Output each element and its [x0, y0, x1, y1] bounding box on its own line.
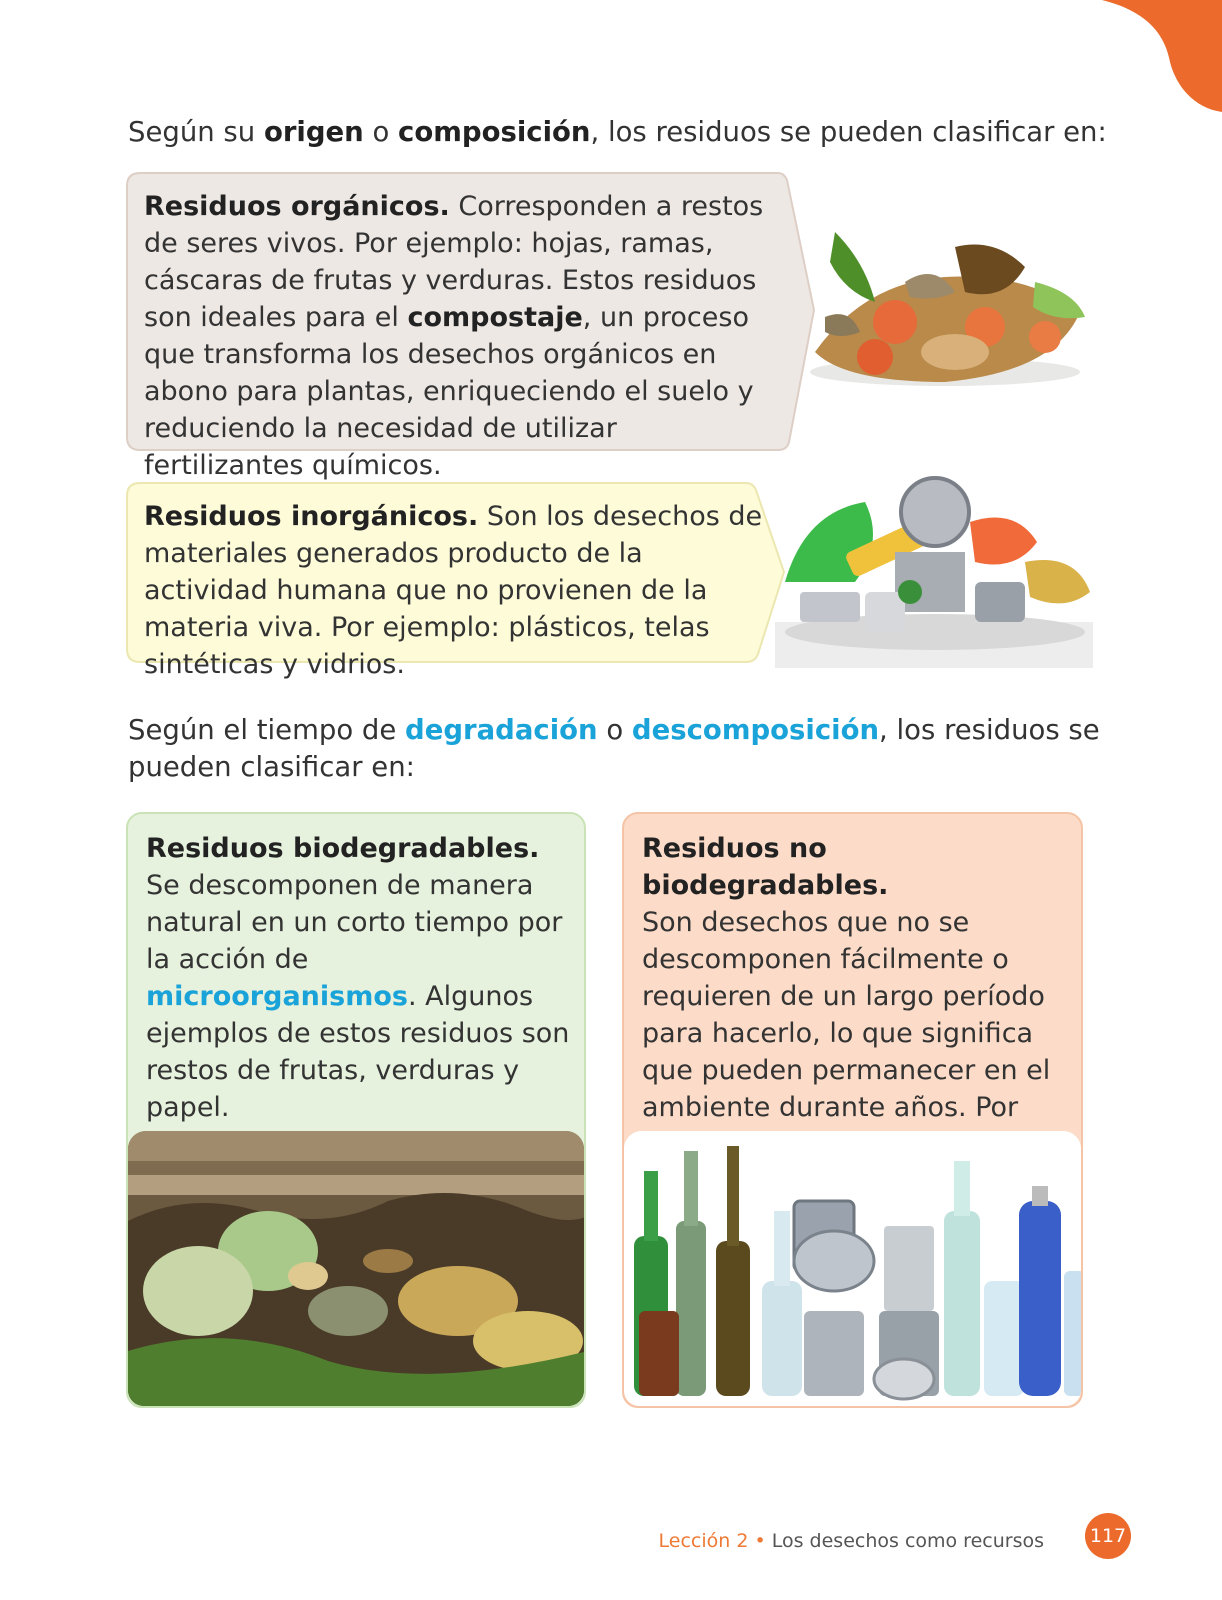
intro-degradation-text: Según el tiempo de degradación o descomposición, los residuos se pueden clasificar en:: [128, 714, 1100, 783]
page-footer: [659, 1530, 1044, 1552]
page-number: 117: [1085, 1513, 1131, 1559]
inorganic-title: Residuos inorgánicos.: [144, 501, 479, 532]
footer-lesson: Lección 2: [658, 1530, 749, 1552]
biodegradable-card-text: Residuos biodegradables. Se descomponen de manera natural en un corto tiempo por la acción de microorganismos. Algunos ejemplos de estos residuos son restos de frutas, verduras y papel.: [146, 833, 570, 1123]
footer-lesson-title: Los desechos como recursos: [771, 1530, 1044, 1552]
intro-origin-text: Según su origen o composición, los residuos se pueden clasificar en:: [128, 116, 1107, 148]
inorganic-waste-photo: [775, 472, 1093, 668]
organic-title: Residuos orgánicos.: [144, 191, 450, 222]
biodegradable-title: Residuos biodegradables.: [146, 833, 540, 864]
inorganic-waste-card: [126, 482, 791, 680]
non-biodegradable-card-text: Residuos no biodegradables. Son desechos que no se descomponen fácilmente o requieren de un largo período para hacerlo, lo que significa que pueden permanecer en el ambiente durante años. Por: [642, 833, 1051, 1123]
term-composicion: composición: [398, 116, 591, 148]
term-origen: origen: [263, 116, 364, 148]
footer-separator: •: [748, 1530, 772, 1552]
term-descomposicion: descomposición: [631, 714, 880, 746]
organic-waste-photo: [805, 222, 1090, 390]
term-degradacion: degradación: [405, 714, 598, 746]
compost-photo: [128, 1131, 584, 1406]
non-biodegradable-title: Residuos no biodegradables.: [642, 833, 889, 901]
organic-waste-card: [126, 172, 826, 481]
non-biodegradable-waste-card: [622, 812, 1083, 1408]
corner-decoration: [1102, 0, 1222, 112]
term-microorganismos: microorganismos: [146, 981, 408, 1012]
biodegradable-waste-card: [126, 812, 586, 1408]
organic-card-text: Residuos orgánicos. Corresponden a restos de seres vivos. Por ejemplo: hojas, ramas, cáscaras de frutas y verduras. Estos residuos son ideales para el compostaje, un proceso que transforma los desechos orgánicos en abono para plantas, enriqueciendo el suelo y reduciendo la necesidad de utilizar fertilizantes químicos.: [144, 191, 764, 481]
term-compostaje: compostaje: [407, 302, 583, 333]
bottles-cans-photo: [624, 1131, 1081, 1406]
inorganic-card-text: Residuos inorgánicos. Son los desechos de materiales generados producto de la actividad humana que no provienen de la materia viva. Por ejemplo: plásticos, telas sintéticas y vidrios.: [144, 501, 763, 680]
